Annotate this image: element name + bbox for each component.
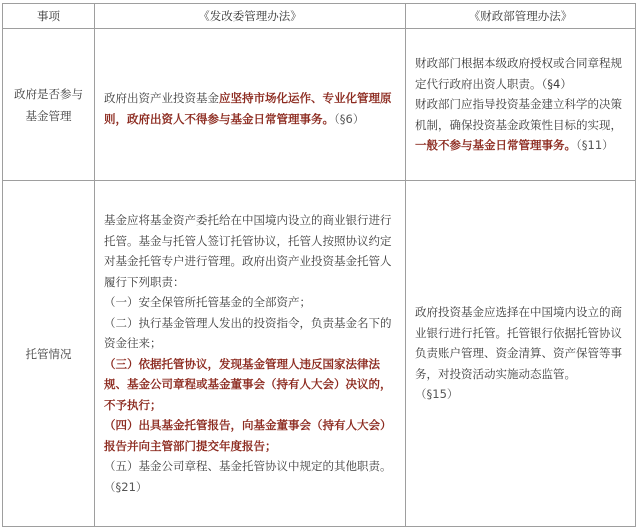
ndrc-item-4: （四）出具基金托管报告，向基金董事会（持有人大会）报告并向主管部门提交年度报告； bbox=[104, 418, 392, 453]
row-label bbox=[3, 181, 95, 527]
header-mof: 《财政部管理办法》 bbox=[406, 4, 636, 29]
ndrc-ref: （§6） bbox=[334, 111, 365, 126]
ndrc-highlight: 应坚持市场化运作、专业化管理原则，政府出资人不得参与基金日常管理事务。 bbox=[104, 91, 392, 126]
ndrc-item-1: （一）安全保管所托管基金的全部资产； bbox=[104, 295, 311, 309]
ndrc-item-2: （二）执行基金管理人发出的投资指令，负责基金名下的资金往来； bbox=[104, 315, 392, 350]
header-item: 事项 bbox=[3, 4, 95, 29]
row-custody bbox=[3, 181, 636, 527]
mof-cell bbox=[406, 181, 636, 527]
ndrc-item-3: （三）依据托管协议，发现基金管理人违反国家法律法规、基金公司章程或基金董事会（持有人大会）决议的，不予执行； bbox=[104, 356, 392, 412]
row-label bbox=[3, 29, 95, 181]
mof-paragraph-1: 财政部门根据本级政府授权或合同章程规定代行政府出资人职责。（§4） bbox=[415, 56, 622, 91]
ndrc-intro: 基金应将基金资产委托给在中国境内设立的商业银行进行托管。基金与托管人签订托管协议，托管人按照协议约定对基金托管专户进行管理。政府出资产业投资基金托管人履行下列职责： bbox=[104, 213, 392, 289]
row-label-text: 托管情况 bbox=[25, 346, 72, 361]
header-ndrc: 《发改委管理办法》 bbox=[95, 4, 406, 29]
mof-ref: （§15） bbox=[415, 387, 459, 402]
mof-text: 政府投资基金应选择在中国境内设立的商业银行进行托管。托管银行依据托管协议负责账户管理、资金清算、资产保管等事务，对投资活动实施动态监管。 bbox=[415, 305, 622, 381]
ndrc-ref: （§21） bbox=[104, 479, 148, 494]
mof-ref: （§11） bbox=[576, 138, 614, 153]
row-label-line2: 基金管理 bbox=[25, 108, 72, 123]
header-row bbox=[3, 4, 636, 29]
ndrc-item-5: （五）基金公司章程、基金托管协议中规定的其他职责。 bbox=[104, 459, 392, 473]
mof-highlight: 一般不参与基金日常管理事务。 bbox=[415, 138, 576, 153]
ndrc-cell bbox=[95, 181, 406, 527]
row-label-line1: 政府是否参与 bbox=[14, 86, 83, 101]
ndrc-text: 政府出资产业投资基金 bbox=[104, 91, 219, 105]
mof-cell bbox=[406, 29, 636, 181]
mof-text: 财政部门应指导投资基金建立科学的决策机制，确保投资基金政策性目标的实现， bbox=[415, 97, 622, 132]
ndrc-cell bbox=[95, 29, 406, 181]
comparison-table bbox=[2, 3, 636, 527]
ndrc-paragraph bbox=[104, 88, 399, 129]
row-government-participation bbox=[3, 29, 636, 181]
mof-paragraph-2 bbox=[415, 94, 629, 156]
